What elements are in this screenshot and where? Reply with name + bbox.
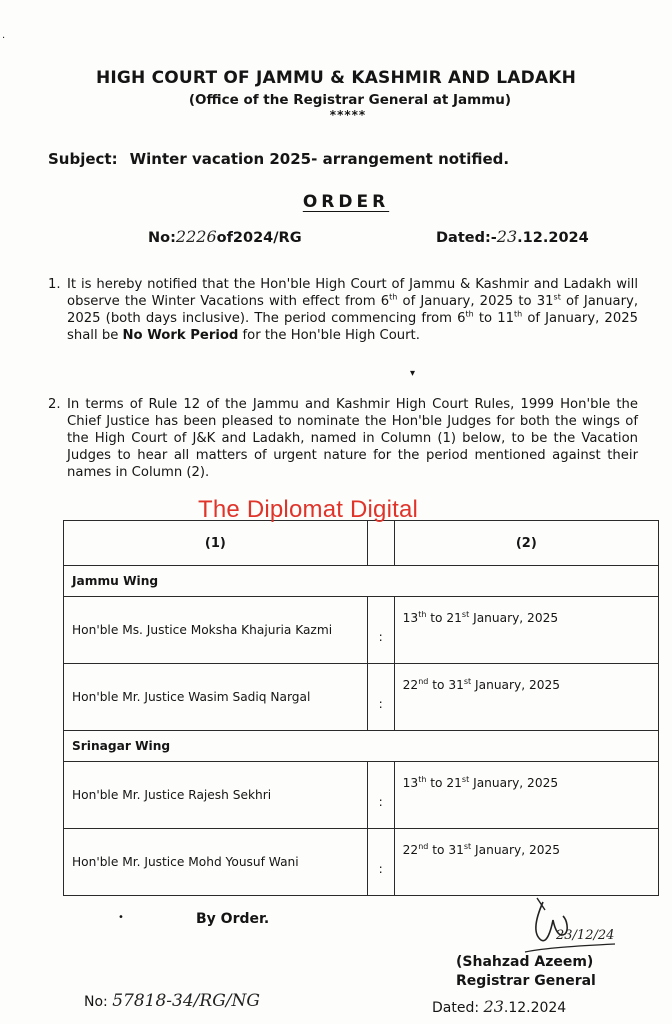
scan-mark: . <box>2 30 6 41</box>
judge-name: Hon'ble Ms. Justice Moksha Khajuria Kazmi <box>64 597 368 664</box>
order-date-suffix: .12.2024 <box>517 230 589 246</box>
column-2-header: (2) <box>394 521 658 566</box>
paragraph-2 <box>48 396 638 481</box>
watermark-text: The Diplomat Digital <box>198 496 419 523</box>
separator: : <box>367 829 394 896</box>
signatory-name: (Shahzad Azeem) <box>456 954 594 970</box>
wing-row-jammu <box>64 566 659 597</box>
table-row <box>64 762 659 829</box>
vacation-period: 13th to 21st January, 2025 <box>394 597 658 664</box>
table-row <box>64 664 659 731</box>
footer-date-suffix: .12.2024 <box>503 1000 567 1016</box>
paragraph-1-text: It is hereby notified that the Hon'ble High Court of Jammu & Kashmir and Ladakh will observe the Winter Vacations with effect from 6th of January, 2025 to 31st of January, 2025 (both days inclusive). The period commencing from 6th to 11th of January, 2025 shall be No Work Period for the Hon'ble High Court. <box>67 277 639 343</box>
scan-mark: • <box>118 912 124 923</box>
paragraph-2-number: 2. <box>48 397 61 412</box>
footer-date-label: Dated: <box>432 1000 484 1016</box>
court-title: HIGH COURT OF JAMMU & KASHMIR AND LADAKH <box>95 68 577 88</box>
signature-icon <box>515 890 625 960</box>
scan-mark: ▾ <box>410 368 416 379</box>
order-date-handwritten: 23 <box>496 227 518 246</box>
table-row <box>64 829 659 896</box>
no-work-period: No Work Period <box>122 328 239 343</box>
vacation-period: 22nd to 31st January, 2025 <box>394 829 658 896</box>
wing-row-srinagar <box>64 731 659 762</box>
order-date <box>436 227 589 246</box>
order-date-label: Dated:- <box>436 230 497 246</box>
table-row <box>64 597 659 664</box>
dispatch-number-label: No: <box>84 994 113 1010</box>
dispatch-number-handwritten: 57818-34/RG/NG <box>112 991 260 1011</box>
signatory-designation: Registrar General <box>456 973 596 989</box>
separator: : <box>367 597 394 664</box>
subject-text: Winter vacation 2025- arrangement notified. <box>129 150 510 168</box>
wing-label: Srinagar Wing <box>64 731 659 762</box>
vacation-period: 22nd to 31st January, 2025 <box>394 664 658 731</box>
footer-date <box>432 997 566 1016</box>
subject-line <box>48 150 521 168</box>
column-1-header: (1) <box>64 521 368 566</box>
subject-label: Subject: <box>48 150 118 168</box>
by-order: By Order. <box>196 911 270 927</box>
dispatch-number <box>84 991 260 1011</box>
order-no-handwritten: 2226 <box>175 227 217 246</box>
paragraph-1 <box>48 276 638 344</box>
column-sep-header <box>367 521 394 566</box>
paragraph-1-number: 1. <box>48 277 61 292</box>
judge-name: Hon'ble Mr. Justice Mohd Yousuf Wani <box>64 829 368 896</box>
office-subtitle: (Office of the Registrar General at Jammu) <box>188 92 512 108</box>
order-title: ORDER <box>302 192 390 212</box>
separator: : <box>367 762 394 829</box>
judge-name: Hon'ble Mr. Justice Wasim Sadiq Nargal <box>64 664 368 731</box>
table-header-row <box>64 521 659 566</box>
wing-label: Jammu Wing <box>64 566 659 597</box>
separator-stars: ***** <box>329 108 367 122</box>
vacation-judges-table <box>63 520 659 896</box>
order-number <box>148 227 302 246</box>
footer-date-handwritten: 23 <box>483 997 504 1016</box>
signature-date-handwritten: 23/12/24 <box>556 928 615 943</box>
paragraph-2-text: In terms of Rule 12 of the Jammu and Kashmir High Court Rules, 1999 Hon'ble the Chief Justice has been pleased to nominate the Hon'ble Judges for both the wings of the High Court of J&K and Ladakh, named in Column (1) below, to be the Vacation Judges to hear all matters of urgent nature for the period mentioned against their names in Column (2). <box>67 397 638 480</box>
order-no-suffix: of2024/RG <box>216 230 302 246</box>
vacation-period: 13th to 21st January, 2025 <box>394 762 658 829</box>
order-no-label: No: <box>148 230 176 246</box>
separator: : <box>367 664 394 731</box>
judge-name: Hon'ble Mr. Justice Rajesh Sekhri <box>64 762 368 829</box>
